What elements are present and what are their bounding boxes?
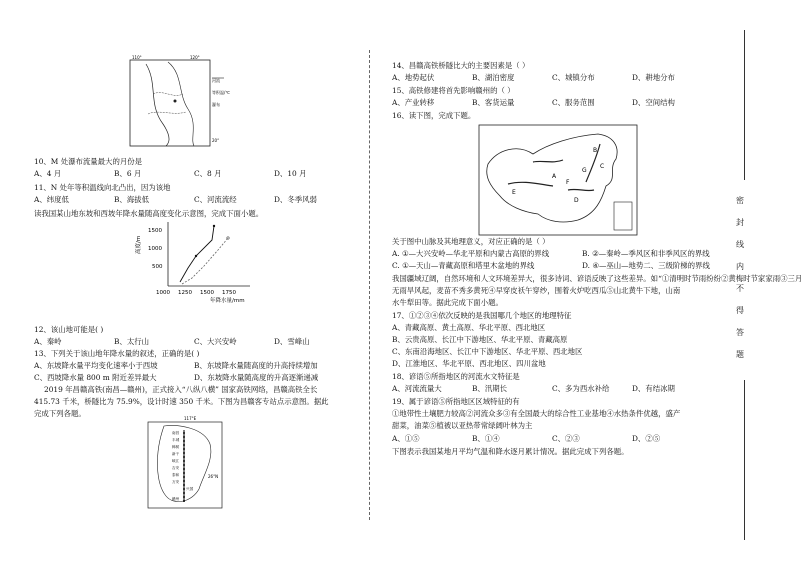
q14-option-b[interactable]: B、湖泊密度 [472,73,515,82]
east-slope-line [180,226,214,282]
q10-option-a[interactable]: A、4 月 [34,169,62,178]
q13-option-b[interactable]: B、东坡降水量随高度的升高持续增加 [194,361,318,370]
q11-option-a[interactable]: A、纬度低 [34,195,69,204]
q16b-option-d[interactable]: D. ④—巫山—地势二、三级阶梯的界线 [582,261,710,270]
svg-text:南昌: 南昌 [172,431,180,435]
q18-stem: 18、谚语⑤所指地区的河流水文特征是 [392,372,520,381]
q13-stem: 13、下列关于该山地年降水量的叙述，正确的是( ) [34,349,200,358]
q12-option-b[interactable]: B、太行山 [114,337,149,346]
svg-text:120°: 120° [190,55,200,60]
svg-text:河流: 河流 [212,78,220,83]
q11-option-b[interactable]: B、海拔低 [114,195,149,204]
chart-xtick-1000: 1000 [156,290,170,296]
q14-option-a[interactable]: A、地势起伏 [392,73,435,82]
q18-option-b[interactable]: B、汛期长 [472,384,507,393]
q15-option-c[interactable]: C、服务范围 [552,98,595,107]
railway-map-figure [144,414,226,510]
q12-option-c[interactable]: C、大兴安岭 [194,337,237,346]
q12-option-d[interactable]: D、雪峰山 [274,337,310,346]
intro-paragraph-3-line1: 2019 年昌赣高铁(南昌—赣州)，正式接入“八纵八横” 国家高铁网络，昌赣高铁全长 [44,385,318,394]
map-letter-c: C [600,163,605,170]
q17-option-b[interactable]: B、云贵高原、长江中下游地区、华北平原、青藏高原 [392,335,568,344]
q19-option-a[interactable]: A、①⑤ [392,434,420,443]
q18-option-a[interactable]: A、河流流量大 [392,384,442,393]
chart-ylabel: 高度/m [136,235,142,254]
q13-option-d[interactable]: D、东坡降水量随高度的升高逐渐递减 [194,373,319,382]
q12-option-a[interactable]: A、秦岭 [34,337,62,346]
q17-option-c[interactable]: C、东南沿海地区、长江中下游地区、华北平原、西北地区 [392,347,583,356]
q13-option-a[interactable]: A、东坡降水量平均变化速率小于西坡 [34,361,158,370]
seal-line-top [744,30,745,180]
q10-option-c[interactable]: C、8 月 [194,169,222,178]
q18-option-c[interactable]: C、多为西水补给 [552,384,610,393]
svg-text:瀑布: 瀑布 [212,102,220,107]
intro-paragraph-3-line3: 完成下列各题。 [34,409,86,418]
q19-body-line1: ①地带性土壤肥力较高②河流众多③有全国最大的综合性工业基地④水热条件优越，盛产 [392,409,681,418]
chart-xtick-1750: 1750 [222,290,236,296]
precipitation-height-chart [134,218,284,304]
svg-text:110°: 110° [132,55,142,60]
map-letter-b: B [593,147,598,154]
q14-option-c[interactable]: C、城镇分布 [552,73,595,82]
poem-line2: 无雨旱风起，麦苗不秀多黄死④早穿皮袄午穿纱，围着火炉吃西瓜⑤山北黄牛下地，山南 [392,286,681,295]
svg-text:万安: 万安 [172,480,180,484]
contour-map-figure [128,54,228,150]
q16b-option-b[interactable]: B. ②—秦岭—季风区和非季风区的界线 [582,249,710,258]
map-letter-a: A [552,173,557,180]
q19-option-d[interactable]: D、②⑤ [632,434,661,443]
q19-stem: 19、属于谚语⑤所指地区区域特征的有 [392,397,520,406]
q10-option-b[interactable]: B、6 月 [114,169,142,178]
svg-text:等积温/℃: 等积温/℃ [212,90,230,95]
q11-option-c[interactable]: C、河流流经 [194,195,237,204]
map-letter-f: F [566,179,570,186]
chart-xtick-1250: 1250 [178,290,192,296]
chart-ytick-1000: 1000 [148,246,162,252]
svg-text:新干: 新干 [172,452,180,456]
q13-option-c[interactable]: C、西坡降水量 800 m 附近差异最大 [34,373,157,382]
intro-paragraph-2: 读我国某山地东坡和西坡年降水量随高度变化示意图，完成下面小题。 [34,209,264,218]
svg-text:峡江: 峡江 [172,459,180,463]
q19-body-line2: 甜菜，油菜⑤植被以亚热带常绿阔叶林为主 [392,421,533,430]
chart-ytick-500: 500 [152,264,163,270]
svg-text:丰城: 丰城 [172,438,180,442]
west-slope-line [182,238,228,284]
svg-text:20°: 20° [212,138,220,143]
q14-option-d[interactable]: D、耕地分布 [632,73,675,82]
q16b-option-c[interactable]: C. ①—天山—青藏高原和塔里木盆地的界线 [392,261,535,270]
q17-stem: 17、①②③④依次反映的是我国哪几个地区的地理特征 [392,311,572,320]
q15-option-a[interactable]: A、产业转移 [392,98,435,107]
q10-stem: 10、M 处瀑布流量最大的月份是 [34,157,143,166]
chart-ytick-1500: 1500 [148,228,162,234]
q17-option-d[interactable]: D、江淮地区、华北平原、西北地区、四川盆地 [392,359,546,368]
q19-option-c[interactable]: C、②③ [552,434,580,443]
q18-option-d[interactable]: D、有结冰期 [632,384,675,393]
seal-text: 密 封 线 内 不 得 答 题 [736,196,744,359]
svg-text:樟树: 樟树 [172,445,180,449]
q17-option-a[interactable]: A、青藏高原、黄土高原、华北平原、西北地区 [392,323,546,332]
seal-line-bottom [744,380,745,540]
q12-stem: 12、该山地可能是( ) [34,325,104,334]
q16b-stem: 关于图中山脉及其地理意义，对应正确的是（ ） [392,237,550,246]
tail-intro: 下图表示我国某地月平均气温和降水逐月累计情况。据此完成下列各题。 [392,447,629,456]
q19-option-b[interactable]: B、①④ [472,434,500,443]
map-letter-g: G [582,167,587,174]
poem-line1: 我国疆域辽阔，自然环境和人文环境差异大，很多诗词、谚语反映了这些差异。如“①清明时节雨纷纷②黄梅时节家家雨③三月 [392,274,802,283]
svg-text:兴国: 兴国 [186,487,194,491]
q11-option-d[interactable]: D、冬季风弱 [274,195,317,204]
q11-stem: 11、N 处年等积温线向北凸出，因为该地 [34,183,171,192]
q16b-option-a[interactable]: A. ①—大兴安岭—华北平原和内蒙古高原的界线 [392,249,550,258]
chart-xtick-1500: 1500 [200,290,214,296]
map-letter-d: D [574,197,579,204]
map-lon-label: 117°E [184,416,197,421]
q16-stem: 16、读下图，完成下题。 [392,111,476,120]
chart-xlabel: 年降水量/mm [210,298,245,304]
intro-paragraph-3-line2: 415.73 千米，桥隧比为 75.9%，设计时速 350 千米。下图为昌赣客专站点示意图。据此 [34,397,329,406]
svg-text:吉安: 吉安 [172,466,180,470]
q15-option-d[interactable]: D、空间结构 [632,98,675,107]
q14-stem: 14、昌赣高铁桥隧比大的主要因素是（ ） [392,61,530,70]
map-lat-label: 26°N [208,474,219,479]
q15-option-b[interactable]: B、客货运量 [472,98,515,107]
svg-text:泰和: 泰和 [172,473,180,477]
poem-line3: 水牛犁田等。据此完成下面小题。 [392,298,503,307]
map-letter-e: E [512,189,516,196]
china-map-figure [478,124,638,236]
svg-text:赣州: 赣州 [172,497,180,501]
q15-stem: 15、高铁修建将首先影响赣州的（ ） [392,86,515,95]
column-divider [369,50,370,520]
q10-option-d[interactable]: D、10 月 [274,169,307,178]
